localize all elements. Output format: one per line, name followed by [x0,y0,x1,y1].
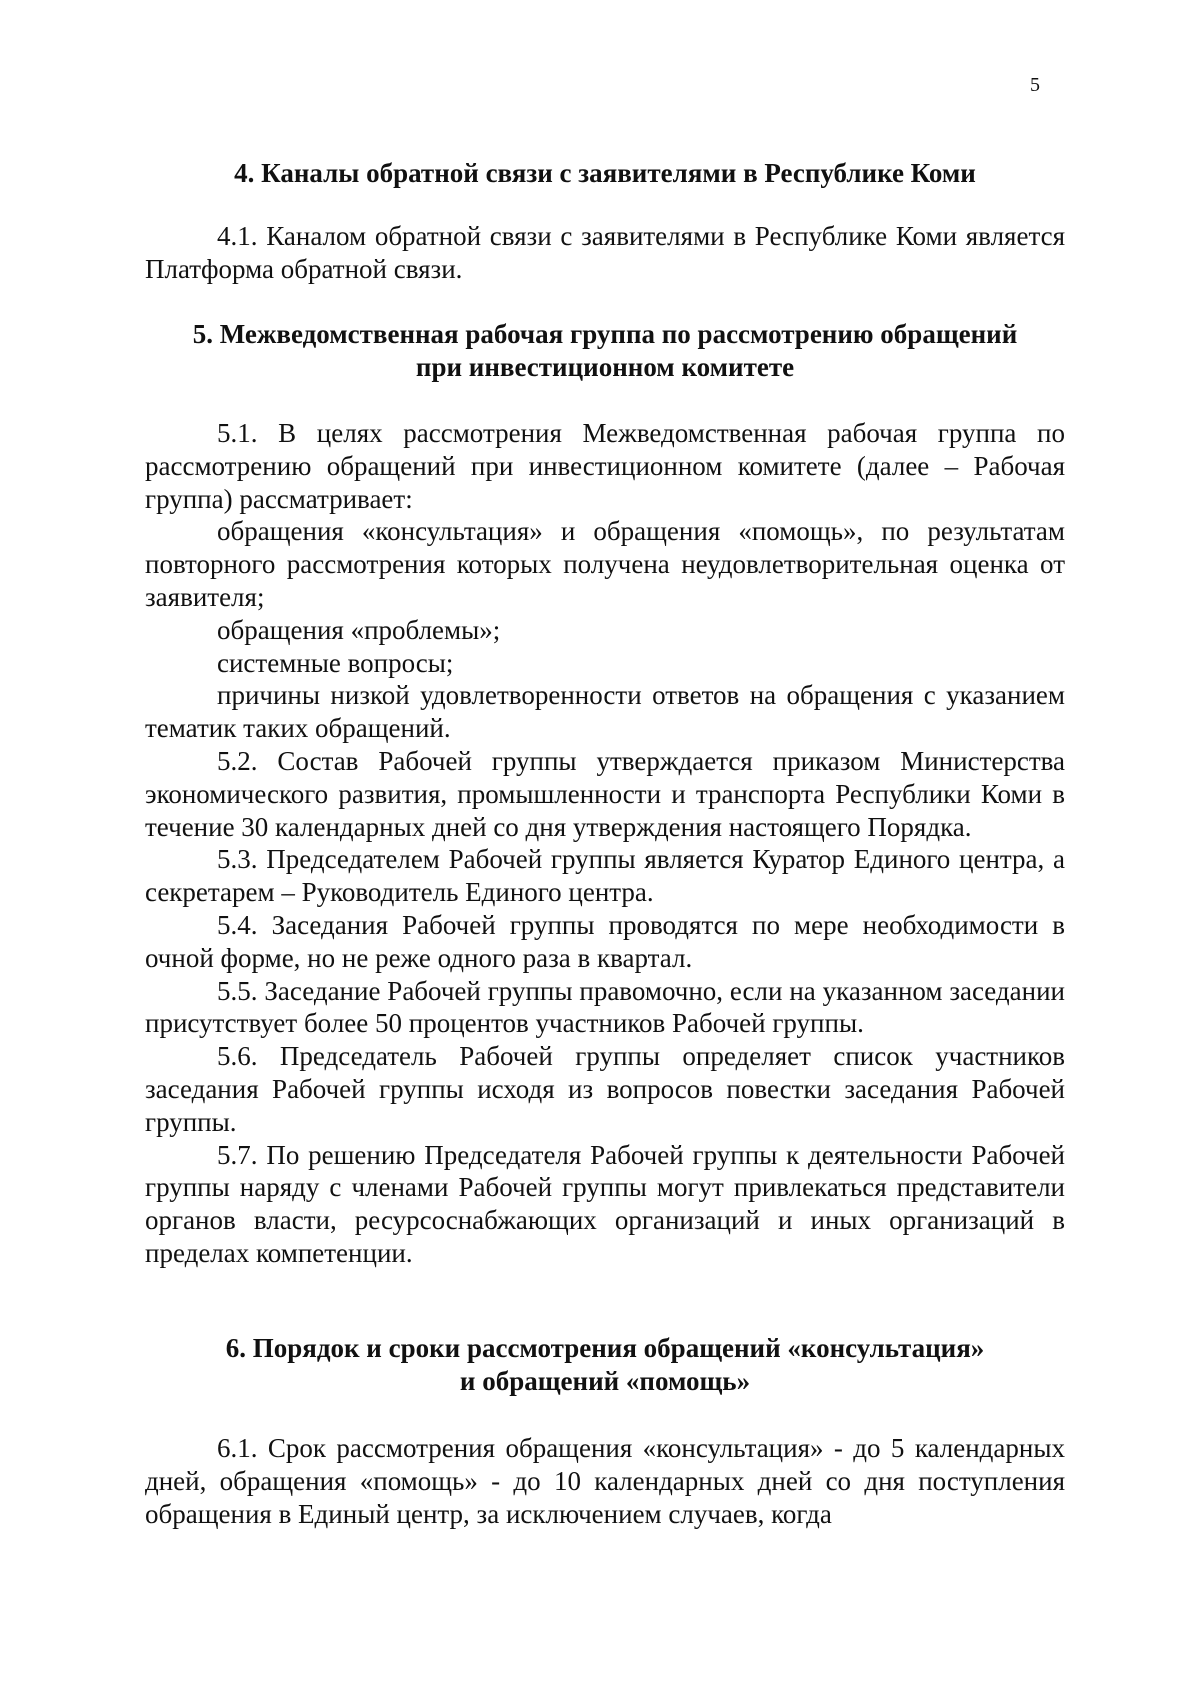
paragraph-5-2: 5.2. Состав Рабочей группы утверждается приказом Министерства экономического развития, промышленности и транспорта Республики Коми в течение 30 календарных дней со дня утверждения настоящего Порядка. [145,745,1065,842]
paragraph-4-1: 4.1. Каналом обратной связи с заявителями в Республике Коми является Платформа обратной связи. [145,221,1065,284]
section-6-heading-line-2: и обращений «помощь» [459,1366,751,1396]
section-5-heading-line-1: 5. Межведомственная рабочая группа по рассмотрению обращений [192,319,1018,349]
paragraph-5-3: 5.3. Председателем Рабочей группы является Куратор Единого центра, а секретарем – Руководитель Единого центра. [145,844,1065,908]
page-number: 5 [1030,74,1040,96]
list-item-low-satisfaction-reasons: причины низкой удовлетворенности ответов на обращения с указанием тематик таких обращений. [145,680,1065,744]
paragraph-5-4: 5.4. Заседания Рабочей группы проводятся по мере необходимости в очной форме, но не реже одного раза в квартал. [145,909,1065,973]
list-item-appeals-consultation-help: обращения «консультация» и обращения «помощь», по результатам повторного рассмотрения которых получена неудовлетворительная оценка от заявителя; [145,516,1065,612]
section-6-heading-line-1: 6. Порядок и сроки рассмотрения обращений «консультация» [225,1333,985,1363]
list-item-appeals-problems: обращения «проблемы»; [217,614,501,645]
document-page [145,0,1065,1697]
section-5-heading [145,318,1065,384]
paragraph-5-1: 5.1. В целях рассмотрения Межведомственная рабочая группа по рассмотрению обращений при инвестиционном комитете (далее – Рабочая группа) рассматривает: [145,418,1065,514]
list-item-systemic-issues: системные вопросы; [217,647,454,678]
paragraph-5-6: 5.6. Председатель Рабочей группы определяет список участников заседания Рабочей группы исходя из вопросов повестки заседания Рабочей группы. [145,1041,1065,1137]
section-4-heading: 4. Каналы обратной связи с заявителями в Республике Коми [234,158,976,188]
section-6-heading [145,1332,1065,1398]
section-5-body [145,417,1065,1270]
section-5-heading-line-2: при инвестиционном комитете [415,352,795,382]
paragraph-5-5: 5.5. Заседание Рабочей группы правомочно, если на указанном заседании присутствует более 50 процентов участников Рабочей группы. [145,975,1065,1039]
paragraph-6-1: 6.1. Срок рассмотрения обращения «консультация» - до 5 календарных дней, обращения «помощь» - до 10 календарных дней со дня поступления обращения в Единый центр, за исключением случаев, когда [145,1433,1065,1529]
paragraph-5-7: 5.7. По решению Председателя Рабочей группы к деятельности Рабочей группы наряду с членами Рабочей группы могут привлекаться представители органов власти, ресурсоснабжающих организаций и иных организаций в пределах компетенции. [145,1139,1065,1268]
